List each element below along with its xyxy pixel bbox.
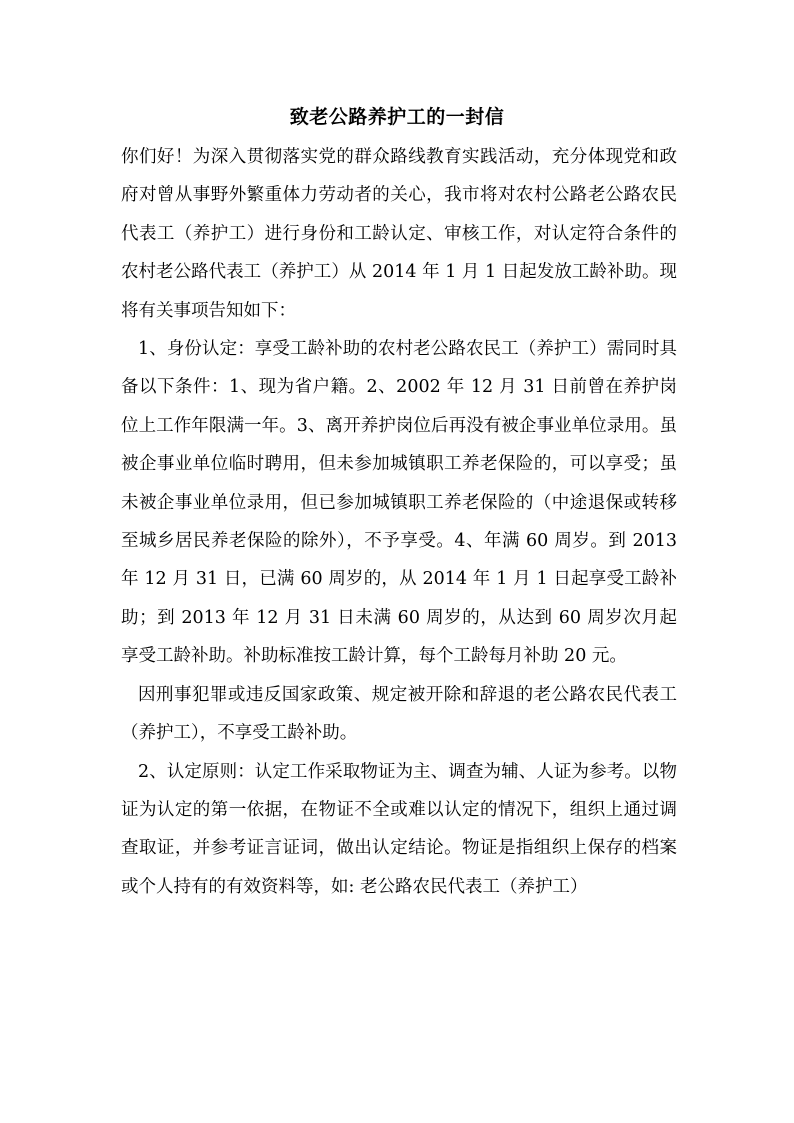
greeting-paragraph: 你们好！为深入贯彻落实党的群众路线教育实践活动，充分体现党和政府对曾从事野外繁重体力劳动者的关心，我市将对农村公路老公路农民代表工（养护工）进行身份和工龄认定、审核工作，对认定符合条件的农村老公路代表工（养护工）从 2014 年 1 月 1 日起发放工龄补助。现将有关事项告知如下： — [121, 147, 677, 321]
principle-paragraph: 2、认定原则：认定工作采取物证为主、调查为辅、人证为参考。以物证为认定的第一依据，在物证不全或难以认定的情况下，组织上通过调查取证，并参考证言证词，做出认定结论。物证是指组织上保存的档案或个人持有的有效资料等，如: 老公路农民代表工（养护工） — [121, 761, 677, 897]
letter-body — [121, 138, 677, 906]
exclusion-paragraph: 因刑事犯罪或违反国家政策、规定被开除和辞退的老公路农民代表工（养护工），不享受工龄补助。 — [121, 684, 677, 744]
identity-criteria-paragraph: 1、身份认定：享受工龄补助的农村老公路农民工（养护工）需同时具备以下条件：1、现为省户籍。2、2002 年 12 月 31 日前曾在养护岗位上工作年限满一年。3、离开养护岗位后再没有被企事业单位录用。虽被企事业单位临时聘用，但未参加城镇职工养老保险的，可以享受；虽未被企事业单位录用，但已参加城镇职工养老保险的（中途退保或转移至城乡居民养老保险的除外），不予享受。4、年满 60 周岁。到 2013 年 12 月 31 日，已满 60 周岁的，从 2014 年 1 月 1 日起享受工龄补助；到 2013 年 12 月 31 日未满 60 周岁的，从达到 60 周岁次月起享受工龄补助。补助标准按工龄计算，每个工龄每月补助 20 元。 — [121, 339, 677, 667]
letter-title: 致老公路养护工的一封信 — [289, 106, 505, 128]
